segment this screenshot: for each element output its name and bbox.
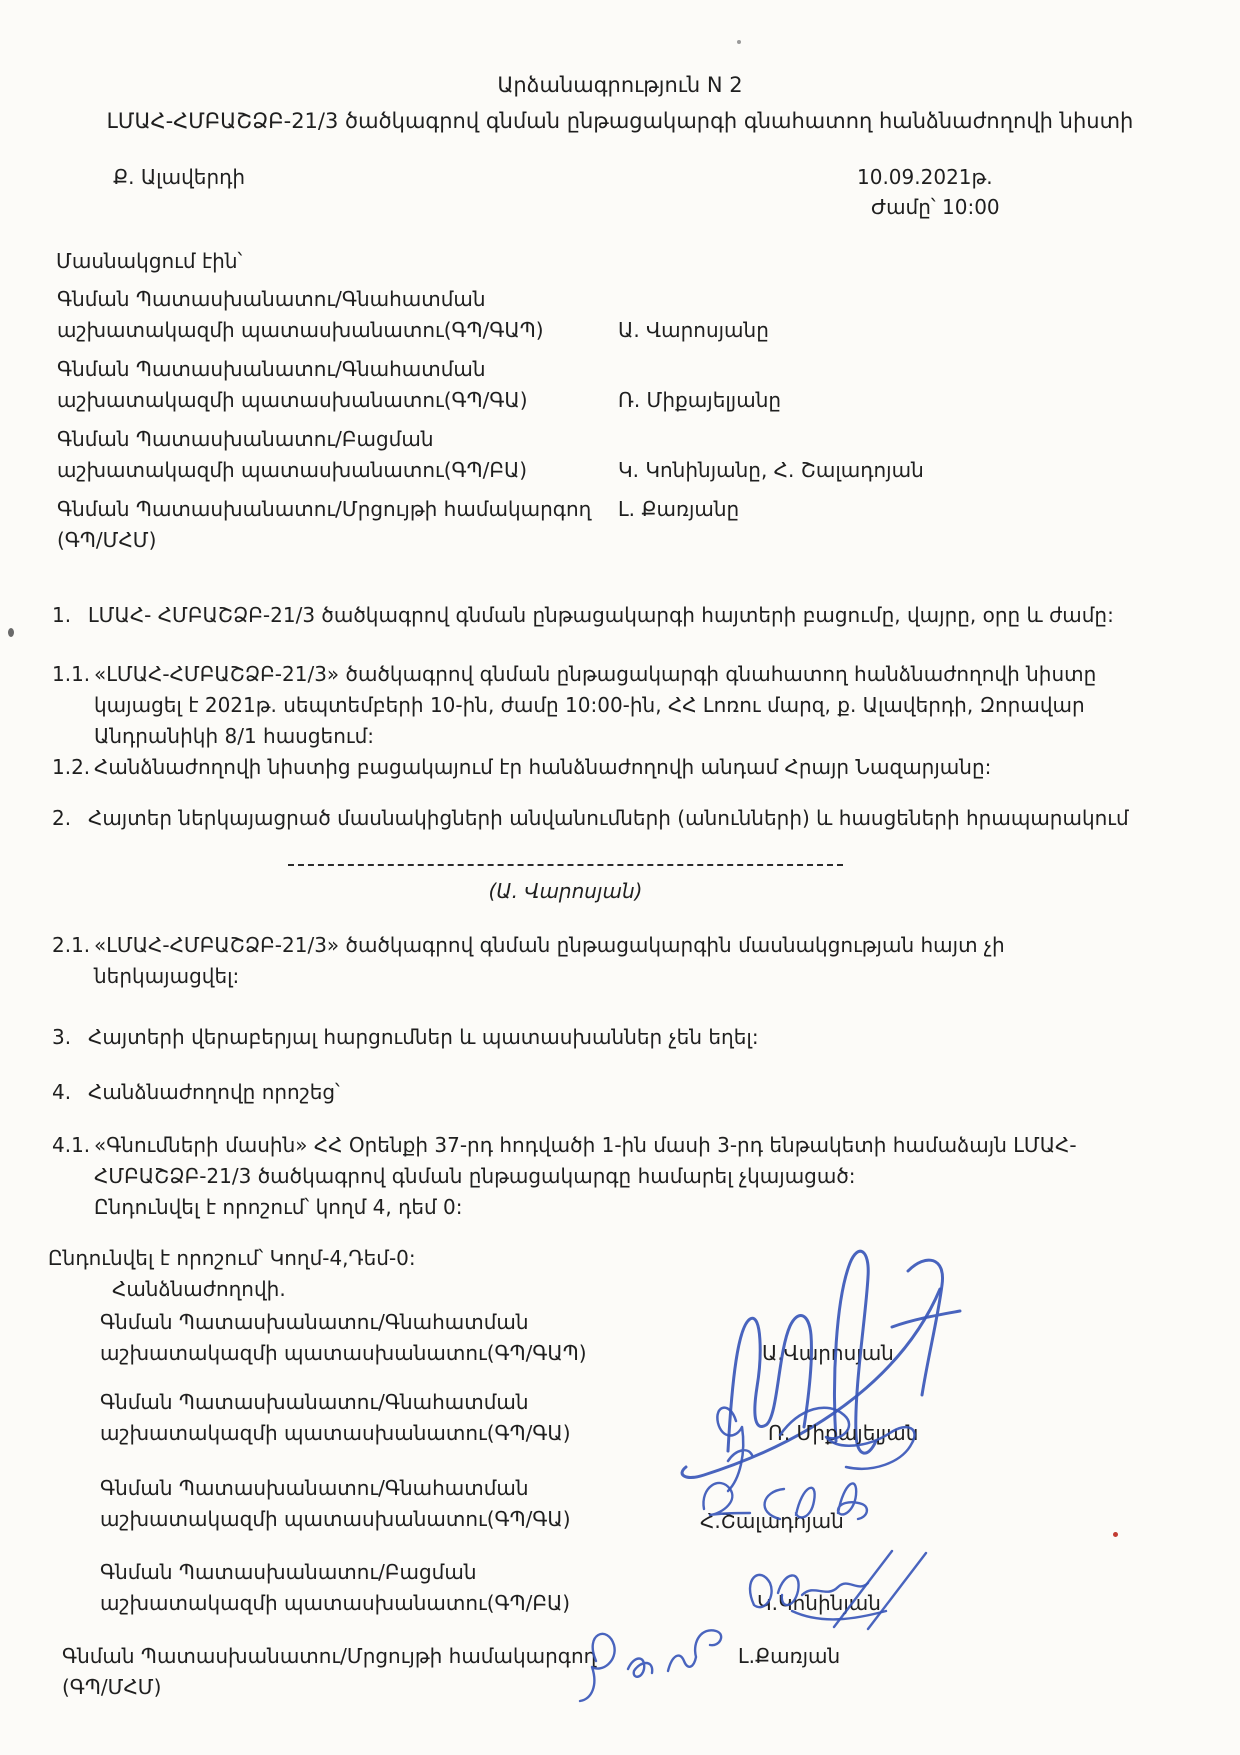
item-text: Հայտեր ներկայացրած մասնակիցների անվանումների (անունների) և հասցեների հրապարակում xyxy=(88,806,1129,830)
item-text-extra: Ընդունվել է որոշում՝ կողմ 4, դեմ 0: xyxy=(94,1195,463,1219)
participant-row xyxy=(0,424,1240,486)
signatory-role-line2: աշխատակազմի պատասխանատու(ԳՊ/ԳԱ) xyxy=(100,1507,571,1531)
item-1-1 xyxy=(52,659,1180,752)
signature-block-shaladoyan xyxy=(0,1473,1240,1535)
signatory-role-line1: Գնման Պատասխանատու/Գնահատման xyxy=(100,1476,529,1500)
item-number: 3. xyxy=(52,1025,72,1049)
date-label: 10.09.2021թ. xyxy=(857,165,993,189)
signatory-role xyxy=(0,1387,1240,1449)
participants-heading: Մասնակցում էին՝ xyxy=(56,249,243,273)
participant-row xyxy=(0,354,1240,416)
signature-block-koninyan xyxy=(0,1557,1240,1619)
decision-line: Ընդունվել է որոշում՝ Կողմ-4,Դեմ-0: xyxy=(48,1246,416,1270)
item-4-1 xyxy=(52,1130,1180,1223)
participant-name: Լ. Քառյանը xyxy=(618,497,740,521)
dashed-signature-line xyxy=(288,864,843,866)
participant-role xyxy=(0,424,657,486)
participant-row xyxy=(0,494,1240,556)
signatory-name: Հ.Շալադոյան xyxy=(700,1509,844,1533)
item-1-2 xyxy=(52,752,1180,783)
date-time-block xyxy=(857,162,1000,222)
signatory-name: Լ.Քառյան xyxy=(738,1644,841,1668)
scan-speck xyxy=(737,40,741,44)
item-text: ԼՄԱՀ- ՀՄԲԱՇՁԲ-21/3 ծածկագրով գնման ընթացակարգի հայտերի բացումը, վայրը, օրը և ժամը: xyxy=(88,603,1114,627)
scan-speck-red xyxy=(1113,1532,1118,1537)
participant-name: Ռ. Միքայելյանը xyxy=(618,388,782,412)
item-number: 4.1. xyxy=(52,1133,91,1157)
signatory-role-line1: Գնման Պատասխանատու/Բացման xyxy=(100,1560,477,1584)
signatory-role-line1: Գնման Պատասխանատու/Գնահատման xyxy=(100,1310,529,1334)
item-2-1 xyxy=(52,930,1180,992)
signatory-role-line1: Գնման Պատասխանատու/Մրցույթի համակարգող xyxy=(62,1644,597,1668)
item-text: Հանձնաժողովի նիստից բացակայում էր հանձնաժողովի անդամ Հրայր Նազարյանը: xyxy=(94,755,992,779)
document-title: Արձանագրություն N 2 xyxy=(497,73,743,97)
item-4 xyxy=(52,1077,1180,1108)
signatory-role xyxy=(0,1473,1240,1535)
item-1 xyxy=(52,600,1180,631)
declared-name: (Ա. Վարոսյան) xyxy=(488,879,643,903)
item-2 xyxy=(52,803,1180,834)
signatory-role-line2: աշխատակազմի պատասխանատու(ԳՊ/ԲԱ) xyxy=(100,1591,571,1615)
signatory-role-line2: աշխատակազմի պատասխանատու(ԳՊ/ԳԱ) xyxy=(100,1421,571,1445)
participant-role-line2: (ԳՊ/ՄՀՄ) xyxy=(57,528,157,552)
signatory-role-line2: աշխատակազմի պատասխանատու(ԳՊ/ԳԱՊ) xyxy=(100,1341,587,1365)
participant-role-line1: Գնման Պատասխանատու/Մրցույթի համակարգող xyxy=(57,497,592,521)
item-number: 1.1. xyxy=(52,662,91,686)
scan-speck xyxy=(8,628,14,637)
item-3 xyxy=(52,1022,1180,1053)
item-number: 2.1. xyxy=(52,933,91,957)
item-text: «ԼՄԱՀ-ՀՄԲԱՇՁԲ-21/3» ծածկագրով գնման ընթացակարգին մասնակցության հայտ չի ներկայացվել: xyxy=(94,933,1005,988)
document-subtitle: ԼՄԱՀ-ՀՄԲԱՇՁԲ-21/3 ծածկագրով գնման ընթացակարգի գնահատող հանձնաժողովի նիստի xyxy=(106,109,1134,133)
participant-role-line2: աշխատակազմի պատասխանատու(ԳՊ/ԳԱ) xyxy=(57,388,528,412)
time-label: Ժամը՝ 10:00 xyxy=(871,195,1000,219)
signatory-role-line2: (ԳՊ/ՄՀՄ) xyxy=(62,1675,162,1699)
signature-block-miqayelyan xyxy=(0,1387,1240,1449)
participant-role-line1: Գնման Պատասխանատու/Գնահատման xyxy=(57,357,486,381)
city-label: Ք. Ալավերդի xyxy=(113,165,246,189)
participant-role-line1: Գնման Պատասխանատու/Բացման xyxy=(57,427,434,451)
place-date-row xyxy=(0,162,1240,222)
item-text xyxy=(94,1130,1154,1223)
participant-role-line1: Գնման Պատասխանատու/Գնահատման xyxy=(57,287,486,311)
signatory-name: Կ.Կոնինյան xyxy=(757,1591,881,1615)
item-number: 2. xyxy=(52,806,72,830)
participant-name: Կ. Կոնինյանը, Հ. Շալադոյան xyxy=(618,458,924,482)
signatory-role xyxy=(0,1307,1240,1369)
signatory-role xyxy=(0,1641,1240,1703)
signature-block-karyan xyxy=(0,1641,1240,1703)
item-text: «ԼՄԱՀ-ՀՄԲԱՇՁԲ-21/3» ծածկագրով գնման ընթացակարգի գնահատող հանձնաժողովի նիստը կայացել է 2021թ. սեպտեմբերի 10-ին, ժամը 10:00-ին, ՀՀ Լոռու մարզ, ք. Ալավերդի, Զորավար Անդրանիկի 8/1 հասցեում: xyxy=(94,662,1097,748)
item-number: 4. xyxy=(52,1080,72,1104)
item-number: 1.2. xyxy=(52,755,91,779)
item-text: Հայտերի վերաբերյալ հարցումներ և պատասխաններ չեն եղել: xyxy=(88,1025,759,1049)
commission-note: Հանձնաժողովի. xyxy=(112,1277,286,1301)
signatory-name: Ա.Վարոսյան xyxy=(762,1341,894,1365)
participant-role xyxy=(0,494,657,556)
participant-role-line2: աշխատակազմի պատասխանատու(ԳՊ/ԳԱՊ) xyxy=(57,318,544,342)
item-text: Հանձնաժողովը որոշեց՝ xyxy=(88,1080,340,1104)
participant-role xyxy=(0,284,657,346)
signatory-role-line1: Գնման Պատասխանատու/Գնահատման xyxy=(100,1390,529,1414)
participant-name: Ա. Վարոսյանը xyxy=(618,318,769,342)
participant-role-line2: աշխատակազմի պատասխանատու(ԳՊ/ԲԱ) xyxy=(57,458,528,482)
signatory-name: Ռ. Միքայելյան xyxy=(768,1421,919,1445)
signature-block-varosyan xyxy=(0,1307,1240,1369)
participant-row xyxy=(0,284,1240,346)
item-number: 1. xyxy=(52,603,72,627)
participant-role xyxy=(0,354,657,416)
item-text-main: «Գնումների մասին» ՀՀ Օրենքի 37-րդ հոդվածի 1-ին մասի 3-րդ ենթակետի համաձայն ԼՄԱՀ- ՀՄԲԱՇՁԲ-21/3 ծածկագրով գնման ընթացակարգը համարել չկայացած: xyxy=(94,1133,1077,1188)
signatory-role xyxy=(0,1557,1240,1619)
